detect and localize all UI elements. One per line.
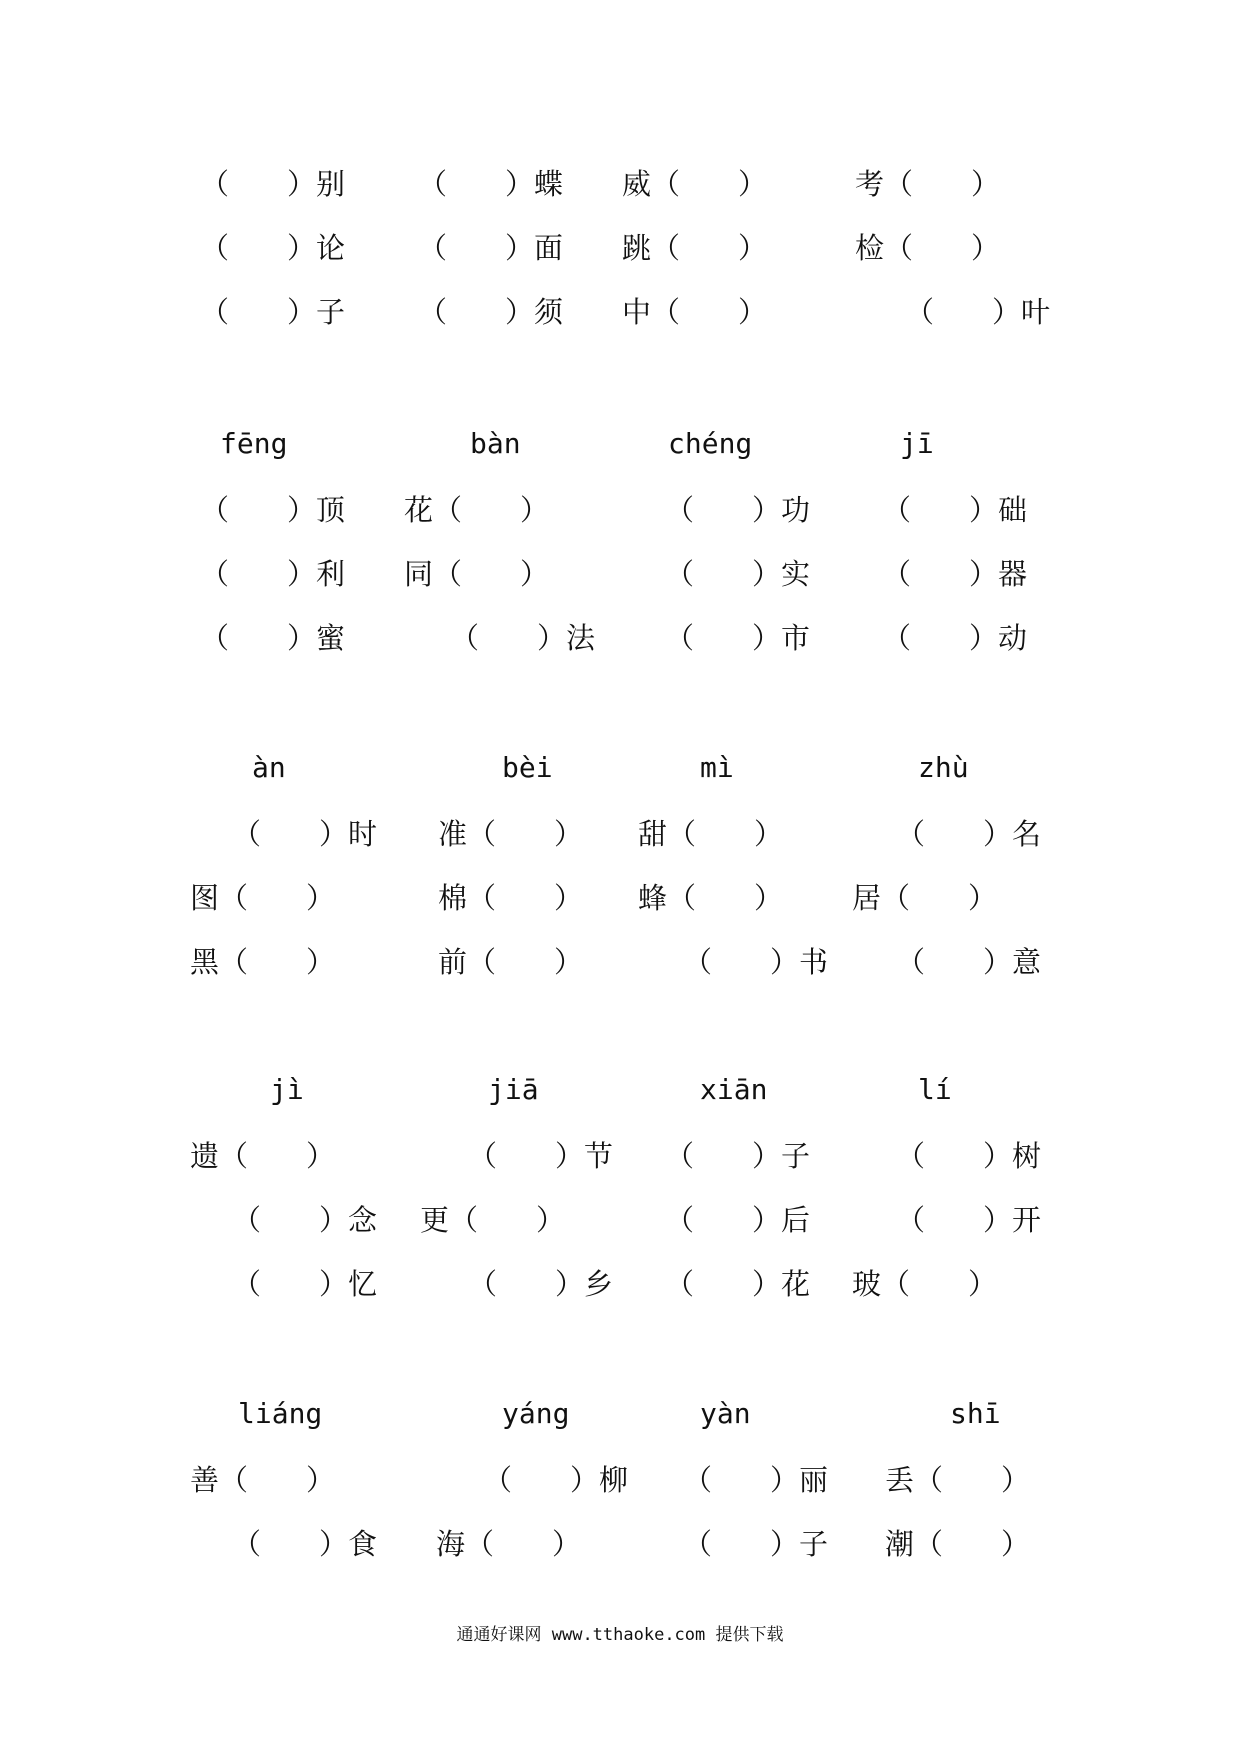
exercise-cell: 善（ ）: [190, 1463, 336, 1497]
pinyin-label: chéng: [668, 427, 753, 460]
exercise-cell: （ ）顶: [200, 493, 346, 527]
exercise-cell: （ ）实: [665, 557, 811, 591]
footer-credit: 通通好课网 www.tthaoke.com 提供下载: [456, 1625, 784, 1645]
exercise-row: [0, 1200, 1240, 1250]
exercise-cell: 威（ ）: [622, 167, 768, 201]
exercise-cell: （ ）子: [200, 295, 346, 329]
exercise-row: [0, 1460, 1240, 1510]
exercise-cell: （ ）乡: [468, 1267, 614, 1301]
exercise-cell: （ ）时: [232, 817, 378, 851]
exercise-cell: （ ）须: [418, 295, 564, 329]
exercise-cell: （ ）蜜: [200, 621, 346, 655]
pinyin-label: bàn: [470, 427, 521, 460]
exercise-cell: （ ）利: [200, 557, 346, 591]
exercise-cell: （ ）开: [896, 1203, 1042, 1237]
pinyin-label: xiān: [700, 1073, 768, 1106]
exercise-row: [0, 1524, 1240, 1574]
pinyin-label: yàn: [700, 1397, 751, 1430]
exercise-cell: 准（ ）: [438, 817, 584, 851]
exercise-cell: （ ）忆: [232, 1267, 378, 1301]
exercise-cell: （ ）动: [882, 621, 1028, 655]
exercise-cell: 同（ ）: [404, 557, 550, 591]
exercise-cell: 黑（ ）: [190, 945, 336, 979]
exercise-cell: 图（ ）: [190, 881, 336, 915]
exercise-row: [0, 878, 1240, 928]
exercise-cell: （ ）后: [665, 1203, 811, 1237]
exercise-cell: 跳（ ）: [622, 231, 768, 265]
exercise-cell: 检（ ）: [855, 231, 1001, 265]
exercise-cell: （ ）念: [232, 1203, 378, 1237]
exercise-cell: （ ）础: [882, 493, 1028, 527]
exercise-row: [0, 490, 1240, 540]
exercise-cell: （ ）市: [665, 621, 811, 655]
exercise-cell: 中（ ）: [622, 295, 768, 329]
exercise-cell: 海（ ）: [436, 1527, 582, 1561]
pinyin-label: jī: [900, 427, 934, 460]
exercise-cell: （ ）别: [200, 167, 346, 201]
pinyin-label: shī: [950, 1397, 1001, 1430]
exercise-cell: （ ）蝶: [418, 167, 564, 201]
exercise-cell: （ ）丽: [683, 1463, 829, 1497]
exercise-cell: （ ）面: [418, 231, 564, 265]
exercise-row: [0, 292, 1240, 342]
exercise-cell: 更（ ）: [420, 1203, 566, 1237]
pinyin-label: bèi: [502, 751, 553, 784]
exercise-cell: （ ）功: [665, 493, 811, 527]
exercise-cell: 甜（ ）: [638, 817, 784, 851]
exercise-cell: （ ）柳: [483, 1463, 629, 1497]
exercise-cell: （ ）节: [468, 1139, 614, 1173]
pinyin-label: àn: [252, 751, 286, 784]
pinyin-label: jì: [270, 1073, 304, 1106]
exercise-cell: 前（ ）: [438, 945, 584, 979]
exercise-cell: （ ）食: [232, 1527, 378, 1561]
exercise-cell: 丢（ ）: [885, 1463, 1031, 1497]
exercise-cell: 花（ ）: [404, 493, 550, 527]
exercise-cell: 遗（ ）: [190, 1139, 336, 1173]
pinyin-label: liáng: [238, 1397, 323, 1430]
exercise-cell: 蜂（ ）: [638, 881, 784, 915]
exercise-cell: （ ）子: [683, 1527, 829, 1561]
exercise-cell: （ ）花: [665, 1267, 811, 1301]
exercise-row: [0, 618, 1240, 668]
exercise-cell: 考（ ）: [855, 167, 1001, 201]
exercise-row: [0, 942, 1240, 992]
exercise-row: [0, 228, 1240, 278]
exercise-cell: （ ）树: [896, 1139, 1042, 1173]
exercise-cell: （ ）书: [683, 945, 829, 979]
exercise-cell: 居（ ）: [852, 881, 998, 915]
exercise-cell: （ ）器: [882, 557, 1028, 591]
exercise-cell: 潮（ ）: [885, 1527, 1031, 1561]
pinyin-label: lí: [918, 1073, 952, 1106]
exercise-cell: （ ）名: [896, 817, 1042, 851]
exercise-cell: 棉（ ）: [438, 881, 584, 915]
exercise-cell: 玻（ ）: [852, 1267, 998, 1301]
exercise-row: [0, 1264, 1240, 1314]
exercise-row: [0, 1136, 1240, 1186]
exercise-row: [0, 814, 1240, 864]
exercise-cell: （ ）法: [450, 621, 596, 655]
pinyin-label: zhù: [918, 751, 969, 784]
pinyin-label: jiā: [488, 1073, 539, 1106]
exercise-cell: （ ）叶: [905, 295, 1051, 329]
exercise-cell: （ ）论: [200, 231, 346, 265]
pinyin-label: yáng: [502, 1397, 570, 1430]
pinyin-label: mì: [700, 751, 734, 784]
exercise-row: [0, 164, 1240, 214]
exercise-cell: （ ）子: [665, 1139, 811, 1173]
exercise-cell: （ ）意: [896, 945, 1042, 979]
exercise-row: [0, 554, 1240, 604]
pinyin-label: fēng: [220, 427, 288, 460]
